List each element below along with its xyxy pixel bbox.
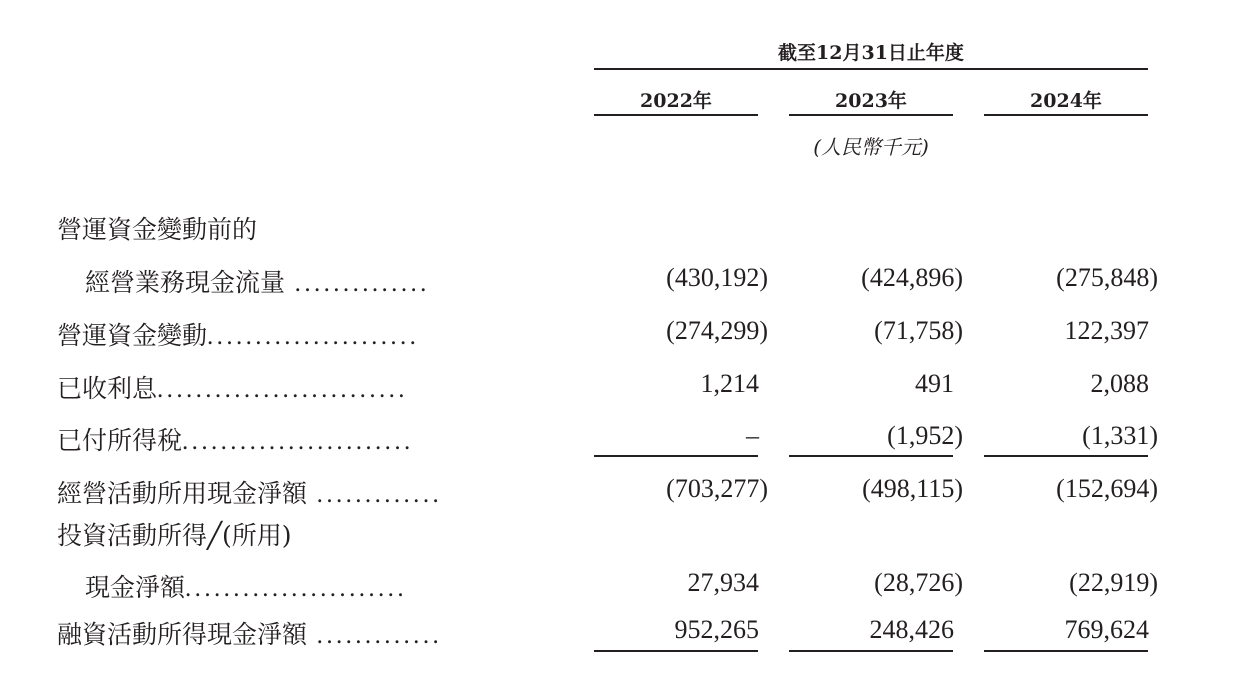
- value-cell: (1,952): [887, 421, 963, 450]
- value-cell: 248,426: [869, 615, 954, 644]
- year-header-2022: 2022年: [640, 90, 712, 112]
- value-cell: (22,919): [1069, 568, 1158, 597]
- subtotal-rule-2024: [984, 455, 1148, 457]
- row-label-net-cash-investing: 現金淨額.......................: [85, 573, 407, 602]
- row-label-pre-working-capital: 營運資金變動前的: [57, 215, 258, 244]
- value-cell: –: [746, 421, 759, 450]
- currency-unit: (人民幣千元): [813, 135, 929, 159]
- leader-dots: .............: [307, 481, 443, 508]
- value-cell: (498,115): [862, 474, 963, 503]
- year-header-2024: 2024年: [1030, 90, 1102, 112]
- value-cell: (430,192): [666, 263, 768, 292]
- row-label-operating-cash-flow: 經營業務現金流量 ..............: [85, 268, 430, 297]
- value-cell: 2,088: [1090, 369, 1149, 398]
- leader-dots: ........................: [182, 428, 414, 455]
- period-header: 截至12月31日止年度: [778, 42, 964, 64]
- total-rule-2024: [984, 650, 1148, 652]
- row-label-net-cash-operating: 經營活動所用現金淨額 .............: [57, 479, 443, 508]
- leader-dots: .......................: [185, 575, 407, 602]
- row-label-interest-received: 已收利息..........................: [57, 374, 408, 403]
- value-cell: (1,331): [1082, 421, 1158, 450]
- leader-dots: .............: [307, 622, 443, 649]
- year-rule-2024: [984, 114, 1148, 116]
- year-rule-2023: [789, 114, 953, 116]
- leader-dots: ..........................: [157, 376, 408, 403]
- leader-dots: ......................: [207, 323, 420, 350]
- value-cell: 27,934: [687, 568, 759, 597]
- value-cell: 122,397: [1064, 316, 1149, 345]
- value-cell: (275,848): [1056, 263, 1158, 292]
- year-rule-2022: [594, 114, 758, 116]
- total-rule-2022: [594, 650, 758, 652]
- year-header-2023: 2023年: [835, 90, 907, 112]
- row-label-working-capital-change: 營運資金變動......................: [57, 321, 420, 350]
- value-cell: 1,214: [700, 369, 759, 398]
- value-cell: 769,624: [1064, 615, 1149, 644]
- value-cell: (152,694): [1056, 474, 1158, 503]
- value-cell: (703,277): [666, 474, 768, 503]
- value-cell: (71,758): [874, 316, 963, 345]
- value-cell: (424,896): [861, 263, 963, 292]
- value-cell: (274,299): [666, 316, 768, 345]
- value-cell: 952,265: [674, 615, 759, 644]
- row-label-income-tax-paid: 已付所得稅........................: [57, 426, 414, 455]
- leader-dots: ..............: [285, 270, 430, 297]
- subtotal-rule-2022: [594, 455, 758, 457]
- value-cell: 491: [915, 369, 954, 398]
- period-rule: [594, 68, 1148, 70]
- row-label-net-cash-financing: 融資活動所得現金淨額 .............: [57, 620, 443, 649]
- row-label-investing-heading: 投資活動所得╱(所用): [57, 521, 292, 550]
- total-rule-2023: [789, 650, 953, 652]
- subtotal-rule-2023: [789, 455, 953, 457]
- value-cell: (28,726): [874, 568, 963, 597]
